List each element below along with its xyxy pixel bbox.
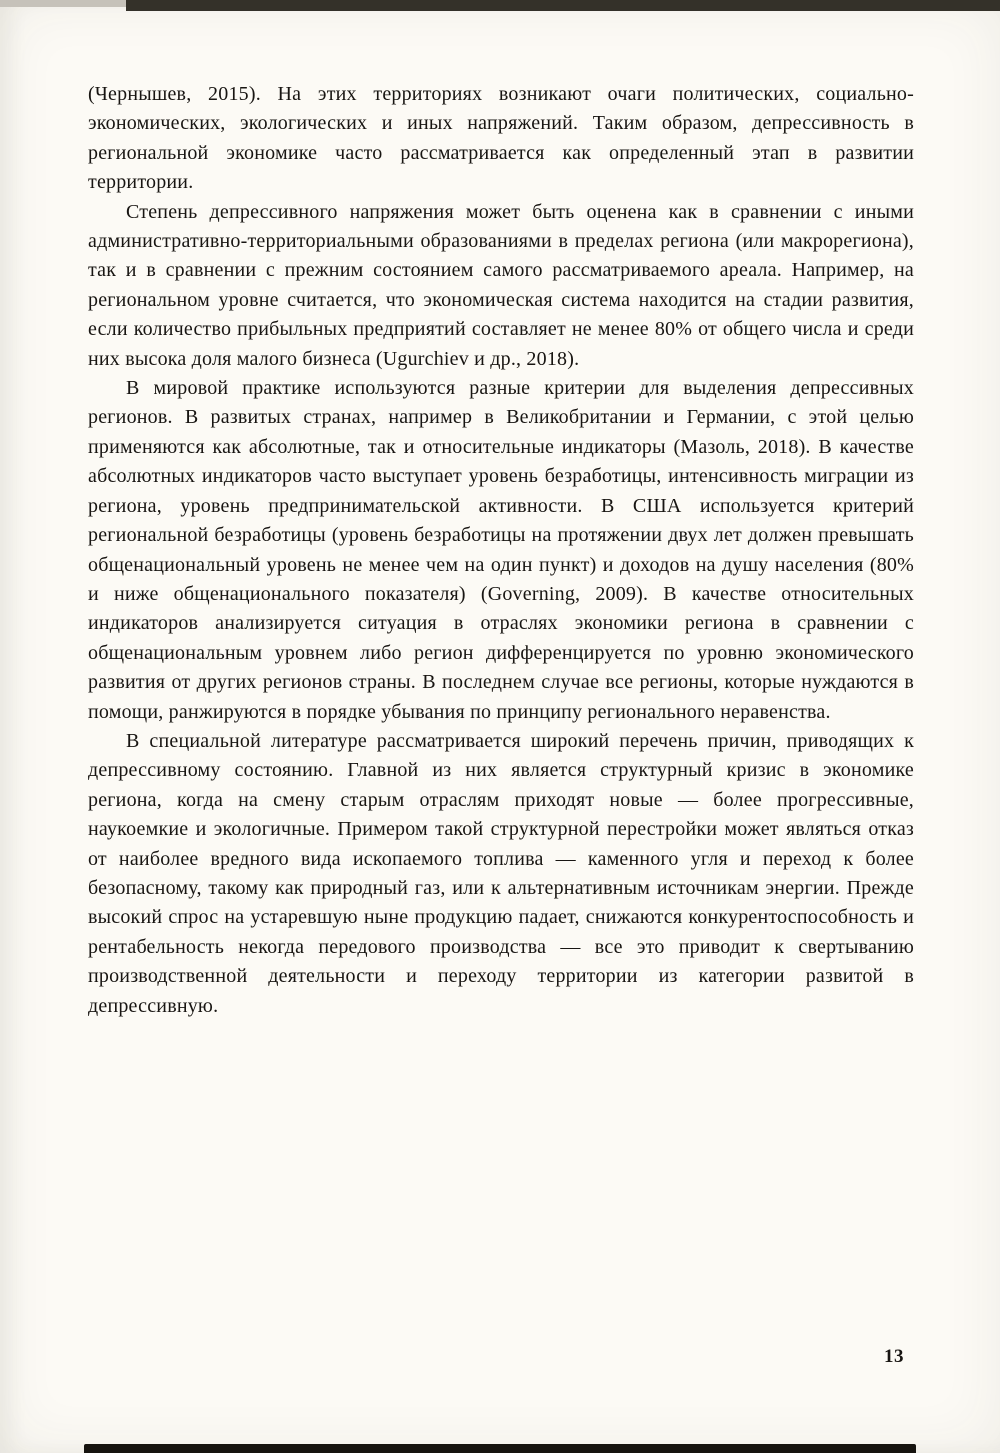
body-text-block: [88, 80, 914, 1021]
scan-edge-strip-dark-top: [126, 0, 1000, 11]
page-number: 13: [884, 1346, 904, 1367]
paragraph: В специальной литературе рассматривается широкий перечень причин, приводящих к депрессивному состоянию. Главной из них является структурный кризис в экономике региона, когда на смену старым отраслям приходят новые — более прогрессивные, наукоемкие и экологичные. Примером такой структурной перестройки может являться отказ от наиболее вредного вида ископаемого топлива — каменного угля и переход к более безопасному, такому как природный газ, или к альтернативным источникам энергии. Прежде высокий спрос на устаревшую ныне продукцию падает, снижаются конкурентоспособность и рентабельность некогда передового производства — все это приводит к свертыванию производственной деятельности и переходу территории из категории развитой в депрессивную.: [88, 729, 914, 1017]
paragraph: В мировой практике используются разные критерии для выделения депрессивных регионов. В развитых странах, например в Великобритании и Германии, с этой целью применяются как абсолютные, так и относительные индикаторы (Мазоль, 2018). В качестве абсолютных индикаторов часто выступает уровень безработицы, интенсивность миграции из региона, уровень предпринимательской активности. В США используется критерий региональной безработицы (уровень безработицы на протяжении двух лет должен превышать общенациональный уровень не менее чем на один пункт) и доходов на душу населения (80% и ниже общенационального показателя) (Governing, 2009). В качестве относительных индикаторов анализируется ситуация в отраслях экономики региона в сравнении с общенациональным уровнем либо регион дифференцируется по уровню экономического развития от других регионов страны. В последнем случае все регионы, которые нуждаются в помощи, ранжируются в порядке убывания по принципу регионального неравенства.: [88, 377, 914, 723]
scan-edge-strip-light: [0, 0, 128, 7]
paragraph: Степень депрессивного напряжения может быть оценена как в сравнении с иными административно-территориальными образованиями в пределах региона (или макрорегиона), так и в сравнении с прежним состоянием самого рассматриваемого ареала. Например, на региональном уровне считается, что экономическая система находится на стадии развития, если количество прибыльных предприятий составляет не менее 80% от общего числа и среди них высока доля малого бизнеса (Ugurchiev и др., 2018).: [88, 200, 914, 370]
scan-edge-strip-dark-bottom: [84, 1444, 916, 1453]
paragraph-continuation: (Чернышев, 2015). На этих территориях возникают очаги политических, социально-экономических, экологических и иных напряжений. Таким образом, депрессивность в региональной экономике часто рассматривается как определенный этап в развитии территории.: [88, 83, 914, 194]
